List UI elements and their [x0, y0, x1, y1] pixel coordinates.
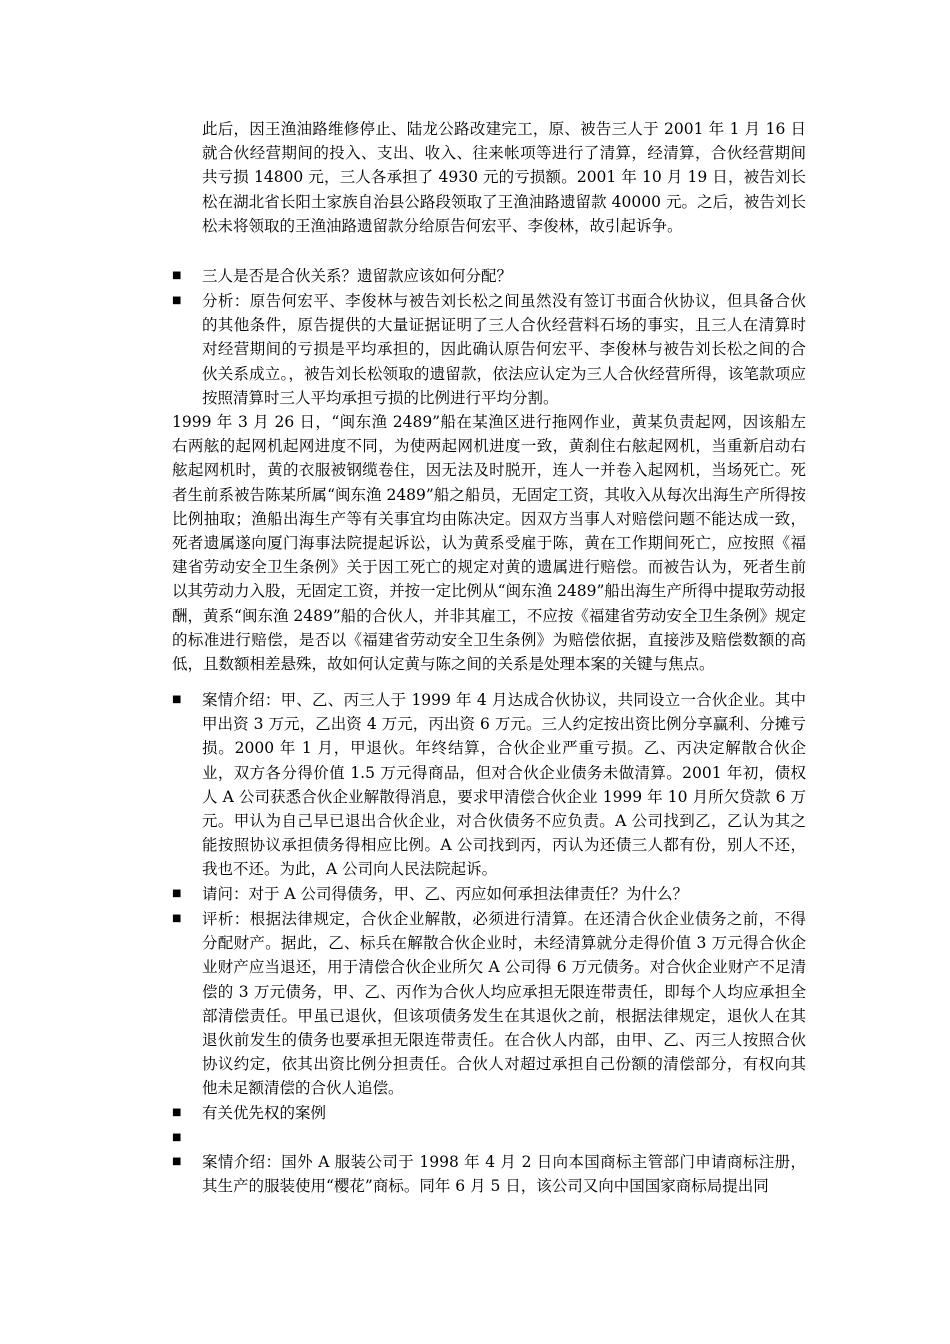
list-item-text: 有关优先权的案例	[202, 1104, 327, 1122]
bullet-square-icon: ■	[172, 1107, 182, 1118]
bullet-square-icon: ■	[172, 295, 182, 306]
bullet-square-icon: ■	[172, 888, 182, 899]
list-item-text: 案情介绍：甲、乙、丙三人于 1999 年 4 月达成合伙协议，共同设立一合伙企业。其中甲出资 3 万元，乙出资 4 万元，丙出资 6 万元。三人约定按出资比例分享赢利、分摊亏损。2000 年 1 月，甲退伙。年终结算，合伙企业严重亏损。乙、丙决定解散合伙企业，双方各分得价值 1.5 万元得商品，但对合伙企业债务未做清算。2001 年初，债权人 A 公司获悉合伙企业解散得消息，要求甲清偿合伙企业 1999 年 10 月所欠贷款 6 万元。甲认为自己早已退出合伙企业，对合伙债务不应负责。A 公司找到乙，乙认为其之能按照协议承担债务得相应比例。A 公司找到丙，丙认为还债三人都有份，别人不还，我也不还。为此，A 公司向人民法院起诉。	[202, 691, 806, 879]
list-item-text: 分析：原告何宏平、李俊林与被告刘长松之间虽然没有签订书面合伙协议，但具备合伙的其他条件，原告提供的大量证据证明了三人合伙经营料石场的事实，且三人在清算时对经营期间的亏损是平均承担的，因此确认原告何宏平、李俊林与被告刘长松之间的合伙关系成立。，被告刘长松领取的遗留款，依法应认定为三人合伙经营所得，该笔款项应按照清算时三人平均承担亏损的比例进行平均分割。	[202, 292, 806, 407]
paragraph-case: 1999 年 3 月 26 日，“闽东渔 2489”船在某渔区进行拖网作业，黄某负责起网，因该船左右两舷的起网机起网进度不同，为使两起网机进度一致，黄刹住右舷起网机，当重新启动右舷起网机时，黄的衣服被钢缆卷住，因无法及时脱开，连人一并卷入起网机，当场死亡。死者生前系被告陈某所属“闽东渔 2489”船之船员，无固定工资，其收入从每次出海生产所得按比例抽取；渔船出海生产等有关事宜均由陈决定。因双方当事人对赔偿问题不能达成一致，死者遗属遂向厦门海事法院提起诉讼，认为黄系受雇于陈，黄在工作期间死亡，应按照《福建省劳动安全卫生条例》关于因工死亡的规定对黄的遗属进行赔偿。而被告认为，死者生前以其劳动力入股，无固定工资，并按一定比例从“闽东渔 2489”船出海生产所得中提取劳动报酬，黄系“闽东渔 2489”船的合伙人，并非其雇工，不应按《福建省劳动安全卫生条例》规定的标准进行赔偿，是否以《福建省劳动安全卫生条例》为赔偿依据，直接涉及赔偿数额的高低，且数额相差悬殊，故如何认定黄与陈之间的关系是处理本案的关键与焦点。	[172, 413, 806, 674]
list-item-text: 案情介绍：国外 A 服装公司于 1998 年 4 月 2 日向本国商标主管部门申请商标注册，其生产的服装使用“樱花”商标。同年 6 月 5 日，该公司又向中国国家商标局提出同	[202, 1153, 806, 1196]
list-item-text: 三人是否是合伙关系？遗留款应该如何分配？	[202, 267, 513, 285]
bullet-square-icon: ■	[172, 694, 182, 705]
bullet-square-icon: ■	[172, 1156, 182, 1167]
bullet-square-icon: ■	[172, 1132, 182, 1143]
list-item-text: 请问：对于 A 公司得债务，甲、乙、丙应如何承担法律责任？为什么？	[202, 885, 689, 903]
bullet-square-icon: ■	[172, 270, 182, 281]
paragraph-intro: 此后，因王渔油路维修停止、陆龙公路改建完工，原、被告三人于 2001 年 1 月 16 日就合伙经营期间的投入、支出、收入、往来帐项等进行了清算，经清算，合伙经营期间共亏损 14800 元，三人各承担了 4930 元的亏损额。2001 年 10 月 19 日，被告刘长松在湖北省长阳土家族自治县公路段领取了王渔油路遗留款 40000 元。之后，被告刘长松未将领取的王渔油路遗留款分给原告何宏平、李俊林，故引起诉争。	[202, 120, 806, 235]
list-item-text: 评析：根据法律规定，合伙企业解散，必须进行清算。在还清合伙企业债务之前，不得分配财产。据此，乙、标兵在解散合伙企业时，未经清算就分走得价值 3 万元得合伙企业财产应当退还，用于清偿合伙企业所欠 A 公司得 6 万元债务。对合伙企业财产不足清偿的 3 万元债务，甲、乙、丙作为合伙人均应承担无限连带责任，即每个人均应承担全部清偿责任。甲虽已退伙，但该项债务发生在其退伙之前，根据法律规定，退伙人在其退伙前发生的债务也要承担无限连带责任。在合伙人内部，由甲、乙、丙三人按照合伙协议约定，依其出资比例分担责任。合伙人对超过承担自己份额的清偿部分，有权向其他未足额清偿的合伙人追偿。	[202, 910, 806, 1098]
bullet-square-icon: ■	[172, 913, 182, 924]
